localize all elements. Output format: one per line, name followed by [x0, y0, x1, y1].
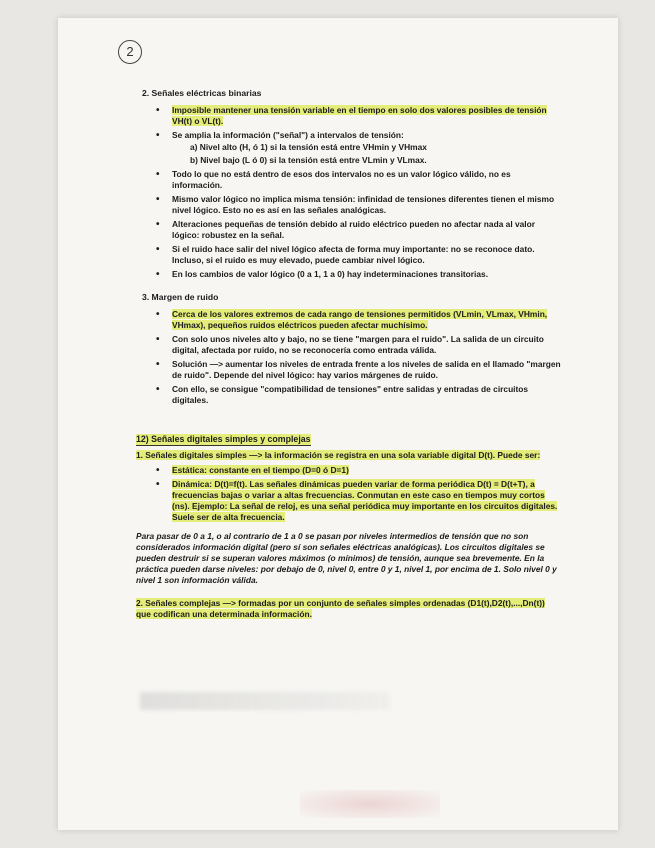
list-item: • Con ello, se consigue "compatibilidad de tensiones" entre salidas y entradas de circuitos digitales.: [156, 384, 561, 406]
list-item: • Imposible mantener una tensión variable en el tiempo en solo dos valores posibles de tensión VH(t) o VL(t).: [156, 105, 561, 127]
paper-smear: [300, 790, 440, 818]
transition-paragraph: Para pasar de 0 a 1, o al contrario de 1 a 0 se pasan por niveles intermedios de tensión que no son considerados información digital (pero sí son señales eléctricas analógicas). Los circuitos digitales se pueden destruir si se superan valores máximos (o mínimos) de tensión, aunque sea brevemente. En la práctica pueden darse niveles: por debajo de 0, nivel 0, entre 0 y 1, nivel 1, por encima de 1. Solo nivel 0 y nivel 1 son información válida.: [136, 531, 557, 585]
section-2-heading: 2. Señales eléctricas binarias: [142, 88, 262, 98]
list-item: • Dinámica: D(t)=f(t). Las señales dinámicas pueden variar de forma periódica D(t) = D(t+T), a frecuencias bajas o variar a altas frecuencias. Conmutan en este caso en tiempos muy cortos (ns). Ejemplo: La señal de reloj, es una señal periódica muy importante en los circuitos digitales. Suele ser de alta frecuencia.: [156, 479, 561, 523]
list-item: • Mismo valor lógico no implica misma tensión: infinidad de tensiones diferentes tienen el mismo nivel lógico. Esto no es así en las señales analógicas.: [156, 194, 561, 216]
list-item: • Todo lo que no está dentro de esos dos intervalos no es un valor lógico válido, no es información.: [156, 169, 561, 191]
complex-signals-line: 2. Señales complejas —> formadas por un conjunto de señales simples ordenadas (D1(t),D2(t),...,Dn(t)) que codifican una determinada información.: [136, 598, 545, 619]
list-item: • En los cambios de valor lógico (0 a 1, 1 a 0) hay indeterminaciones transitorias.: [156, 269, 561, 280]
section-12-title: 12) Señales digitales simples y complejas: [136, 434, 311, 444]
list-item: • Cerca de los valores extremos de cada rango de tensiones permitidos (VLmin, VLmax, VHmin, VHmax), pequeños ruidos eléctricos pueden afectar muchísimo.: [156, 309, 561, 331]
sub-item-low: b) Nivel bajo (L ó 0) si la tensión está entre VLmin y VLmax.: [190, 155, 427, 165]
page-number: 2: [118, 40, 142, 64]
list-item: • Con solo unos niveles alto y bajo, no se tiene "margen para el ruido". La salida de un circuito digital, afectada por ruido, no se reconocería como entrada válida.: [156, 334, 561, 356]
simple-signals-line: 1. Señales digitales simples —> la información se registra en una sola variable digital D(t). Puede ser:: [136, 450, 541, 460]
section-2-list: [136, 105, 561, 280]
section-12: [136, 434, 561, 620]
sub-item-high: a) Nivel alto (H, ó 1) si la tensión está entre VHmin y VHmax: [190, 142, 427, 152]
section-3-list: [136, 309, 561, 406]
list-item: • Solución —> aumentar los niveles de entrada frente a los niveles de salida en el llamado "margen de ruido". Depende del nivel lógico: hay varios márgenes de ruido.: [156, 359, 561, 381]
faded-text-shadow: [140, 692, 390, 710]
list-item: • Alteraciones pequeñas de tensión debido al ruido eléctrico pueden no afectar nada al valor lógico: robustez en la señal.: [156, 219, 561, 241]
list-item: • Si el ruido hace salir del nivel lógico afecta de forma muy importante: no se reconoce dato. Incluso, si el ruido es muy elevado, puede cambiar nivel lógico.: [156, 244, 561, 266]
list-item: • Se amplia la información ("señal") a intervalos de tensión: a) Nivel alto (H, ó 1) si la tensión está entre VHmin y VHmax b) Nivel bajo (L ó 0) si la tensión está entre VLmin y VLmax.: [156, 130, 561, 166]
document-content: [136, 88, 561, 620]
section-3-heading: 3. Margen de ruido: [142, 292, 219, 302]
list-item: • Estática: constante en el tiempo (D=0 ó D=1): [156, 465, 561, 476]
section-12-list: [136, 465, 561, 523]
